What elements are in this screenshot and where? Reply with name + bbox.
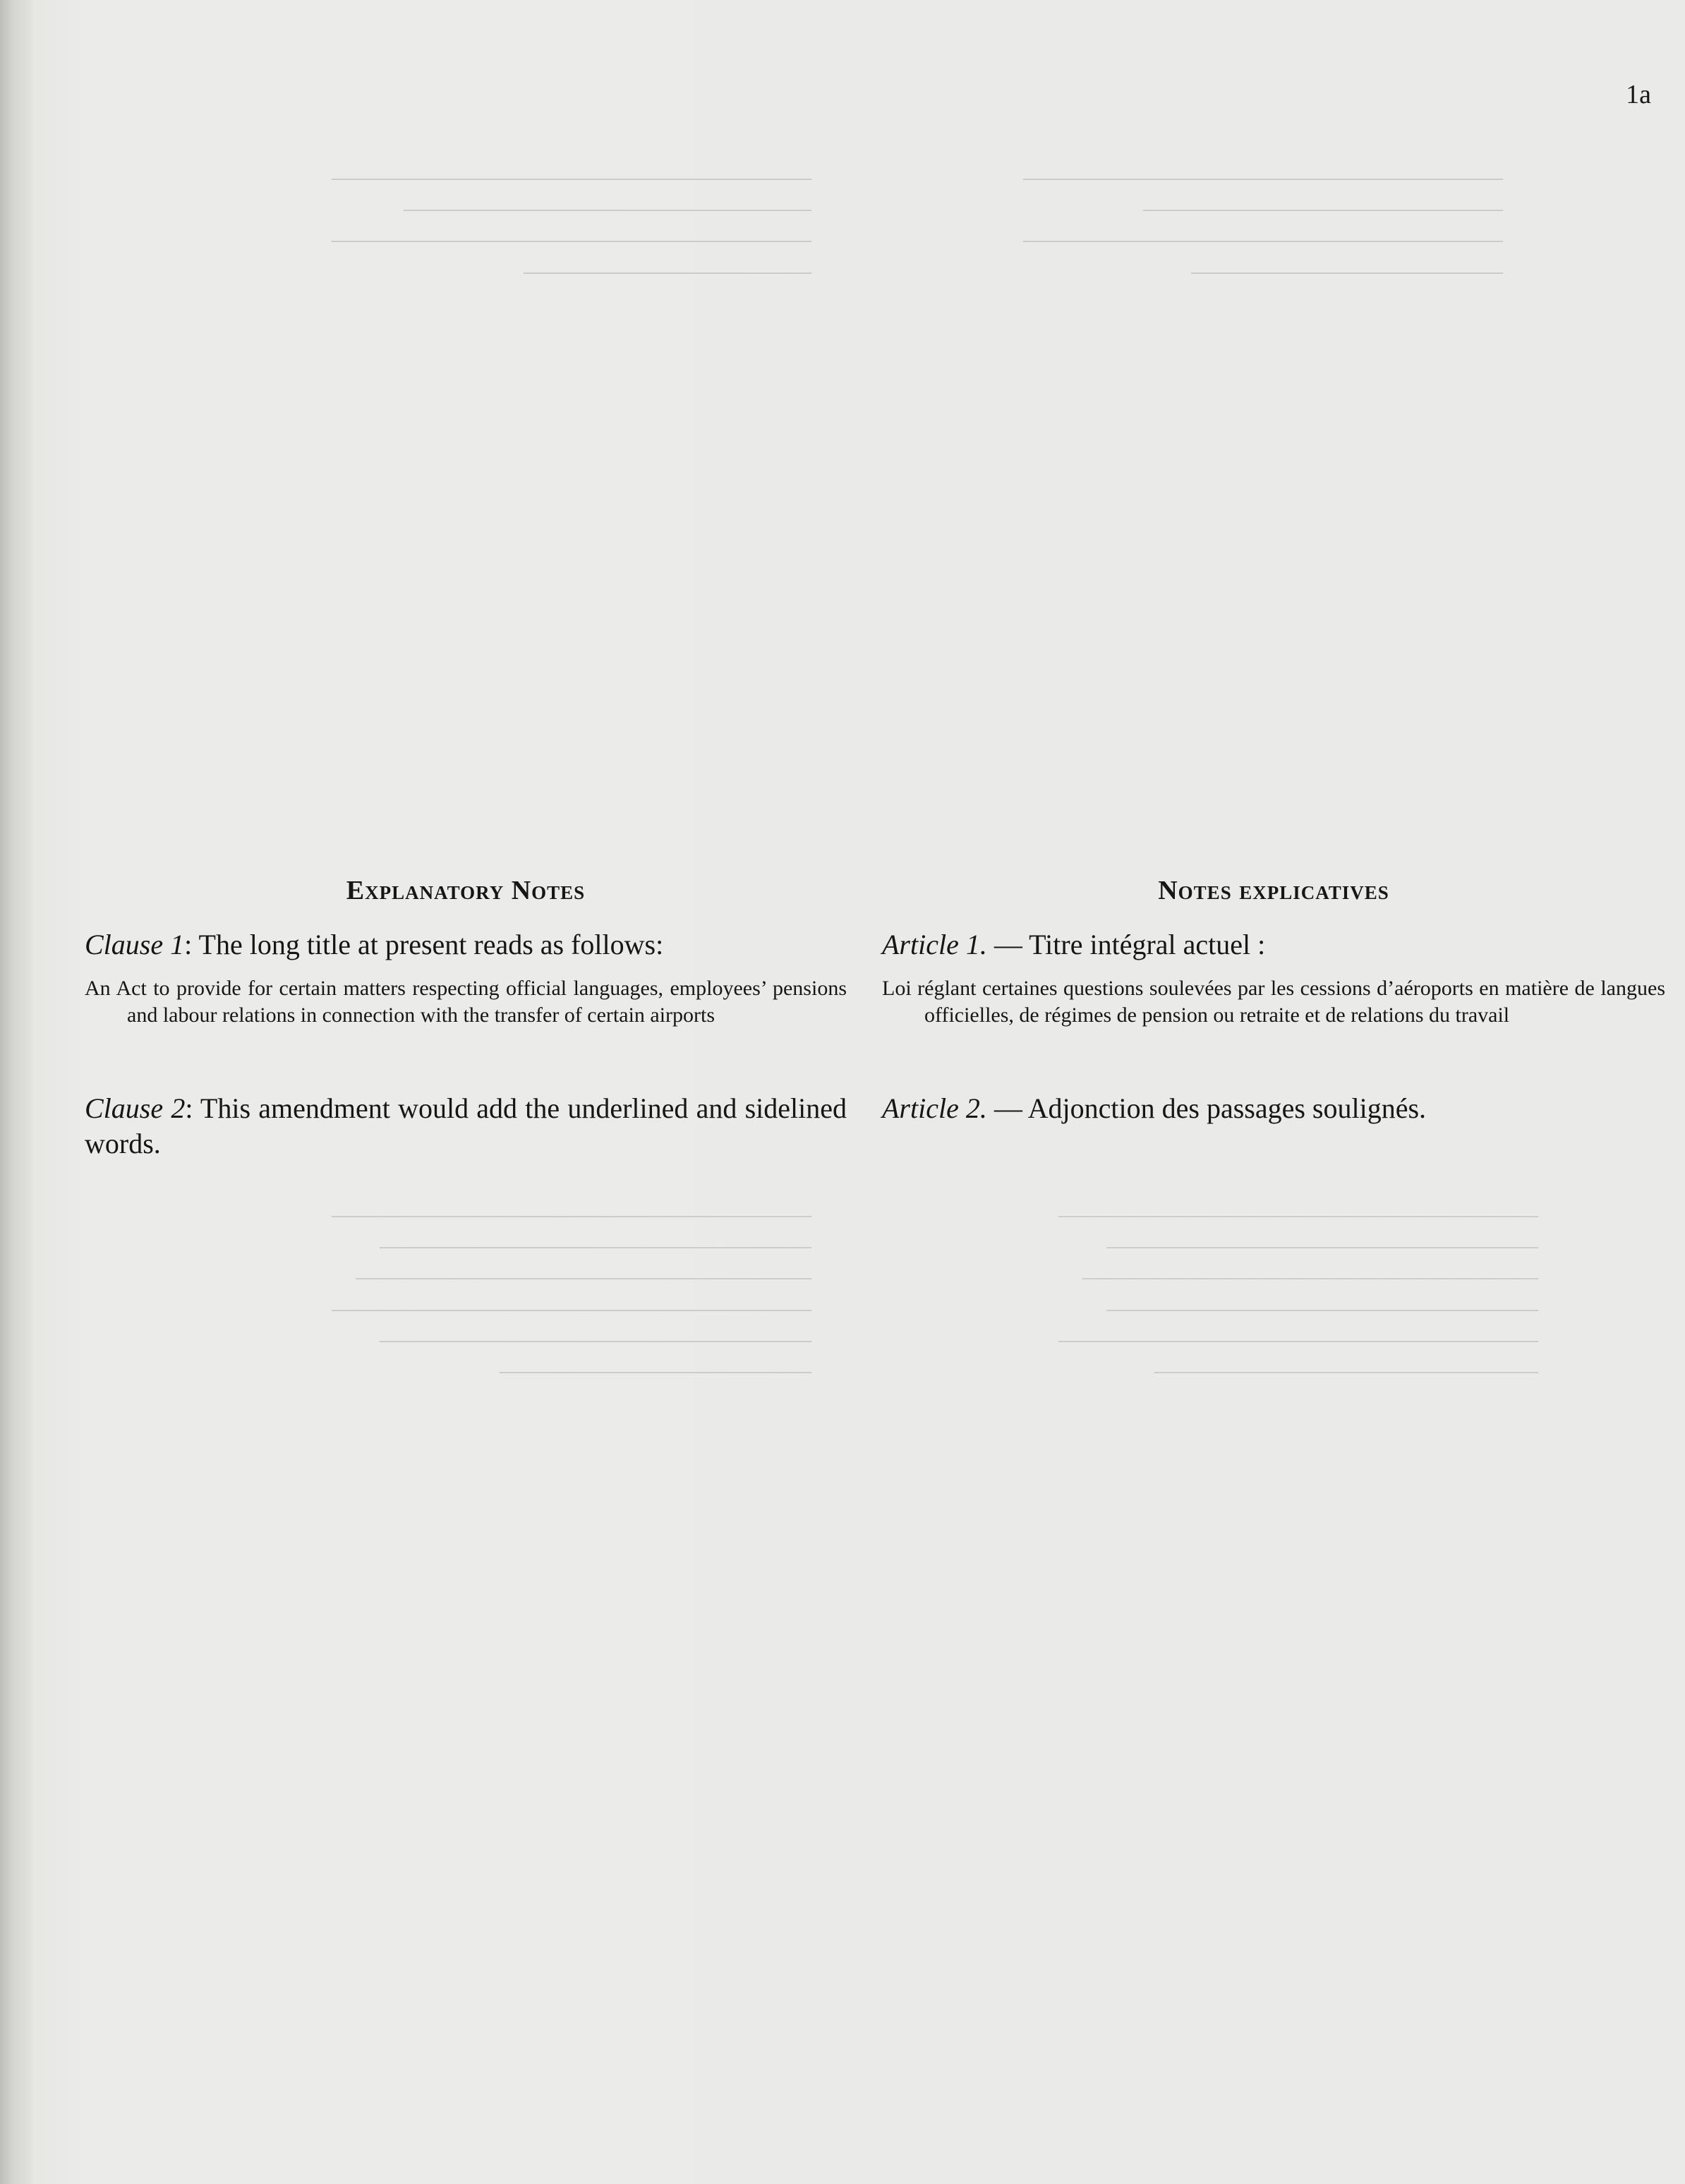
show-through-text: ———————————————————— ——————————————— ———————————————————— —————————————	[1023, 164, 1503, 284]
clause-1-long-title: An Act to provide for certain matters respecting official languages, employees’ pensions and labour relations in connection with the transfer of certain airports	[85, 977, 847, 1027]
article-1-long-title: Loi réglant certaines questions soulevées par les cessions d’aéroports en matière de langues officielles, de régimes de pension ou retraite et de relations du travail	[882, 977, 1665, 1027]
clause-2-note	[85, 1091, 847, 1162]
clause-1-intro	[85, 927, 847, 963]
show-through-text: ———————————————————— ————————————————— ———————————————————— ————————————	[332, 164, 811, 284]
article-1-label: Article 1.	[882, 929, 987, 960]
clause-2-text: : This amendment would add the underlined and sidelined words.	[85, 1092, 847, 1159]
show-through-text: ———————————————————— —————————————————— ——————————————————— ———————————————————— —————————————————— —————————————	[332, 1202, 811, 1384]
book-spine-shadow	[0, 0, 32, 2184]
page-number: 1a	[1626, 80, 1651, 109]
notes-explicatives-heading: Notes explicatives	[1158, 876, 1389, 905]
article-2-note	[882, 1091, 1665, 1126]
clause-1-label: Clause 1	[85, 929, 185, 960]
article-1-text: — Titre intégral actuel :	[986, 929, 1266, 960]
explanatory-notes-column	[85, 875, 847, 1162]
article-2-text: — Adjonction des passages soulignés.	[986, 1092, 1427, 1124]
clause-2-label: Clause 2	[85, 1092, 186, 1124]
explanatory-notes-heading: Explanatory Notes	[346, 876, 586, 905]
notes-explicatives-column	[882, 875, 1665, 1126]
article-2-label: Article 2.	[882, 1092, 987, 1124]
show-through-text: ———————————————————— —————————————————— ——————————————————— —————————————————— ———————————————————— ————————————————	[1058, 1202, 1538, 1384]
clause-1-text: : The long title at present reads as follows:	[184, 929, 664, 960]
article-1-intro	[882, 927, 1665, 963]
